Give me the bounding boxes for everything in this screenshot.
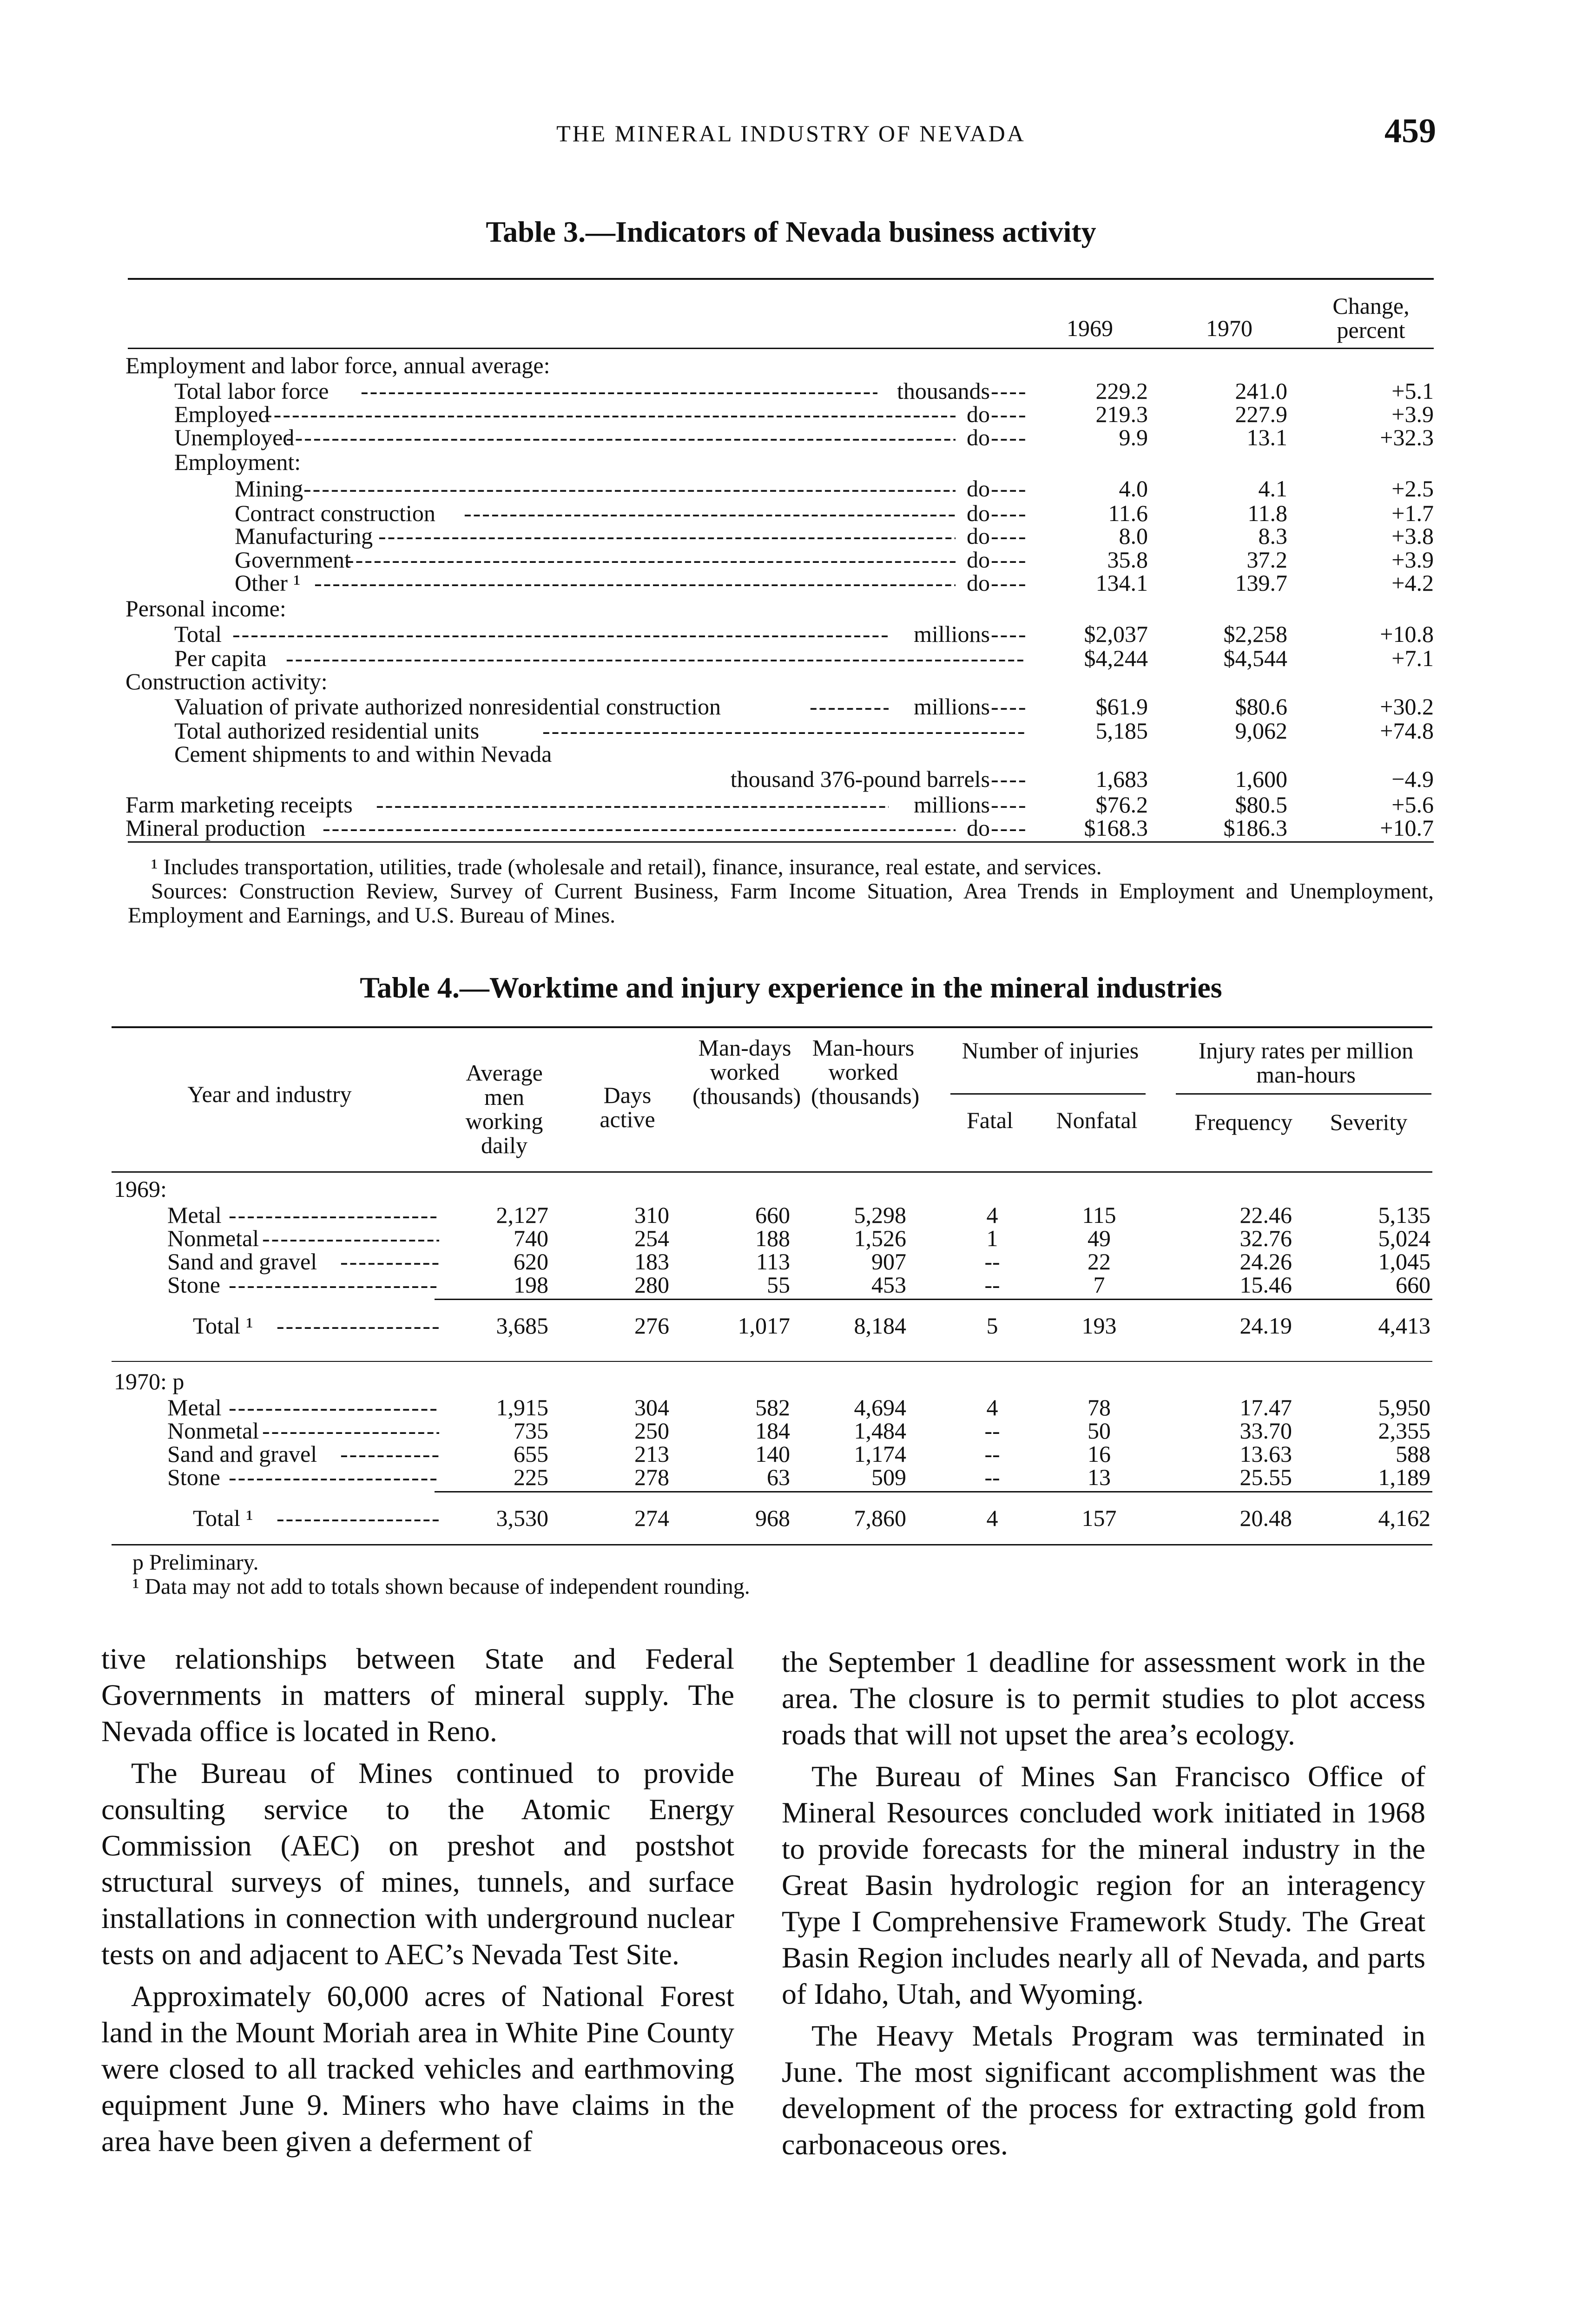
table4-cell: 620 bbox=[514, 1248, 548, 1274]
table3-row-unit: thousand 376-pound barrels bbox=[730, 766, 990, 792]
table3-cell-1969: 229.2 bbox=[1095, 378, 1148, 404]
table4-total-cell: 4 bbox=[986, 1505, 998, 1531]
table3-cell-change: +3.9 bbox=[1391, 547, 1434, 573]
table4-row-leader bbox=[229, 1465, 439, 1489]
table3-row-unit: do bbox=[967, 523, 990, 549]
table3-row-label: Valuation of private authorized nonresidential construction bbox=[174, 693, 721, 720]
table4-cell: 33.70 bbox=[1239, 1418, 1292, 1444]
table3-row-label: Total bbox=[174, 621, 222, 647]
body-paragraph: The Bureau of Mines continued to provide consulting service to the Atomic Energy Commission (AEC) on preshot and postshot structural surveys of mines, tunnels, and surface installations in connection with underground nuclear tests on and adjacent to AEC’s Nevada Test Site. bbox=[101, 1756, 734, 1971]
table4-row-leader bbox=[277, 1506, 439, 1530]
table4-total-cell: 276 bbox=[634, 1313, 669, 1339]
table4-total-cell: 3,685 bbox=[496, 1313, 548, 1339]
table4-year-label: 1970: p bbox=[114, 1368, 185, 1394]
table3-row-unit: do bbox=[967, 475, 990, 502]
table4-industry-label: Sand and gravel bbox=[167, 1248, 317, 1274]
table4-cell: 1,189 bbox=[1378, 1464, 1430, 1490]
table3-row-leader bbox=[991, 792, 1026, 817]
table3-row-leader bbox=[991, 548, 1026, 572]
table3-row-leader bbox=[464, 501, 956, 525]
table4-cell: 22.46 bbox=[1239, 1202, 1292, 1228]
table3-cell-change: +32.3 bbox=[1380, 424, 1434, 450]
table4-head-man-hours: Man-hours worked (thousands) bbox=[811, 1035, 920, 1109]
table4-cell: 1,484 bbox=[854, 1418, 906, 1444]
table4-cell: 582 bbox=[755, 1394, 790, 1420]
table3-cell-1969: $2,037 bbox=[1084, 621, 1148, 647]
table3-row-label: Construction activity: bbox=[125, 668, 328, 694]
table4-industry-label: Nonmetal bbox=[167, 1225, 259, 1251]
table4-cell: 113 bbox=[756, 1248, 790, 1274]
table3-row-leader bbox=[991, 816, 1026, 840]
table4-cell: 735 bbox=[514, 1418, 548, 1444]
table3-row-leader bbox=[286, 646, 1026, 670]
table4-row-leader bbox=[340, 1442, 439, 1466]
table4-industry-label: Metal bbox=[167, 1202, 222, 1228]
table4-cell: 5,950 bbox=[1378, 1394, 1430, 1420]
table4-row-leader bbox=[229, 1203, 439, 1227]
table4-bottom-rule bbox=[112, 1544, 1432, 1545]
table4-total-cell: 8,184 bbox=[854, 1313, 906, 1339]
body-paragraph: tive relationships between State and Federal Governments in matters of mineral supply. The Nevada office is located in Reno. bbox=[101, 1642, 734, 1748]
table3-cell-1969: $4,244 bbox=[1084, 645, 1148, 671]
table4-cell: -- bbox=[984, 1418, 1000, 1444]
table3-footnote: ¹ Includes transportation, utilities, trade (wholesale and retail), finance, insurance, real estate, and services. bbox=[151, 855, 1102, 879]
table3-row-leader bbox=[346, 548, 956, 572]
table4-total-cell: 193 bbox=[1081, 1313, 1117, 1339]
table4-cell: -- bbox=[984, 1248, 1000, 1274]
body-paragraph: Approximately 60,000 acres of National Forest land in the Mount Moriah area in White Pine County were closed to all tracked vehicles and earthmoving equipment June 9. Miners who have claims in the area have been given a deferment of bbox=[101, 1980, 734, 2158]
table4-total-cell: 7,860 bbox=[854, 1505, 906, 1531]
table3-cell-1969: 1,683 bbox=[1095, 766, 1148, 792]
table4-cell: 17.47 bbox=[1239, 1394, 1292, 1420]
table3-cell-change: +10.8 bbox=[1380, 621, 1434, 647]
table4-row-leader bbox=[229, 1395, 439, 1419]
table4-industry-label: Stone bbox=[167, 1464, 220, 1490]
table3-row-leader bbox=[286, 425, 956, 449]
table3-row-unit: do bbox=[967, 424, 990, 450]
table4-cell: -- bbox=[984, 1441, 1000, 1467]
table4-group-divider bbox=[112, 1361, 1432, 1362]
table3-row-leader bbox=[810, 694, 889, 719]
table3-col-1969: 1969 bbox=[1067, 315, 1113, 341]
table4-header-rule bbox=[112, 1171, 1432, 1173]
table4-head-injury-rates: Injury rates per million man-hours bbox=[1198, 1037, 1414, 1088]
table3-cell-1970: 227.9 bbox=[1235, 401, 1287, 427]
table4-cell: 16 bbox=[1088, 1441, 1111, 1467]
table3-row-label: Mining bbox=[235, 475, 303, 502]
table3-row-leader bbox=[991, 767, 1026, 791]
table3-row-label: Employment and labor force, annual average: bbox=[125, 352, 550, 378]
table4-head-frequency: Frequency bbox=[1194, 1109, 1293, 1135]
table3-row-unit: thousands bbox=[897, 378, 990, 404]
table3-row-leader bbox=[361, 379, 877, 403]
table4-industry-label: Stone bbox=[167, 1272, 220, 1298]
table3-cell-1970: 241.0 bbox=[1235, 378, 1287, 404]
table4-cell: 115 bbox=[1082, 1202, 1116, 1228]
table3-cell-1970: $4,544 bbox=[1223, 645, 1287, 671]
table4-cell: 78 bbox=[1088, 1394, 1111, 1420]
table4-cell: 5,135 bbox=[1378, 1202, 1430, 1228]
table3-cell-change: +3.9 bbox=[1391, 401, 1434, 427]
table4-cell: 213 bbox=[634, 1441, 669, 1467]
table3-row-leader bbox=[991, 425, 1026, 449]
table4-cell: 1 bbox=[986, 1225, 998, 1251]
table4-total-cell: 5 bbox=[986, 1313, 998, 1339]
table3-cell-change: +10.7 bbox=[1380, 815, 1434, 841]
table4-row-leader bbox=[229, 1273, 439, 1297]
table4-total-cell: 24.19 bbox=[1239, 1313, 1292, 1339]
table4-caption: Table 4.—Worktime and injury experience in the mineral industries bbox=[360, 971, 1222, 1004]
table3-row-leader bbox=[991, 402, 1026, 426]
table4-cell: -- bbox=[984, 1272, 1000, 1298]
table4-total-cell: 274 bbox=[634, 1505, 669, 1531]
table3-row-label: Employment: bbox=[174, 449, 301, 475]
table3-cell-1970: $80.6 bbox=[1235, 693, 1287, 720]
table4-cell: 4 bbox=[986, 1394, 998, 1420]
table4-year-label: 1969: bbox=[114, 1176, 167, 1202]
table4-cell: 2,127 bbox=[496, 1202, 548, 1228]
table4-cell: 2,355 bbox=[1378, 1418, 1430, 1444]
table4-cell: 740 bbox=[514, 1225, 548, 1251]
table3-caption: Table 3.—Indicators of Nevada business activity bbox=[486, 215, 1096, 248]
table4-cell: 1,526 bbox=[854, 1225, 906, 1251]
table4-cell: 225 bbox=[514, 1464, 548, 1490]
table3-row-unit: millions bbox=[914, 621, 990, 647]
table4-cell: 24.26 bbox=[1239, 1248, 1292, 1274]
table3-cell-1969: 5,185 bbox=[1095, 718, 1148, 744]
table3-cell-1969: 9.9 bbox=[1119, 424, 1148, 450]
table3-row-label: Farm marketing receipts bbox=[125, 792, 353, 818]
table4-rates-subrule bbox=[1176, 1093, 1431, 1095]
table3-cell-1969: $168.3 bbox=[1084, 815, 1148, 841]
table4-row-leader bbox=[262, 1419, 439, 1443]
table4-head-nonfatal: Nonfatal bbox=[1056, 1107, 1138, 1133]
table4-cell: 4,694 bbox=[854, 1394, 906, 1420]
body-paragraph: the September 1 deadline for assessment work in the area. The closure is to permit studies to plot access roads that will not upset the area’s ecology. bbox=[782, 1645, 1425, 1751]
table3-cell-change: −4.9 bbox=[1391, 766, 1434, 792]
table4-top-rule bbox=[112, 1026, 1432, 1028]
table4-total-cell: 968 bbox=[755, 1505, 790, 1531]
table3-cell-1969: $76.2 bbox=[1095, 792, 1148, 818]
table3-bottom-rule bbox=[128, 841, 1434, 843]
table4-cell: 22 bbox=[1088, 1248, 1111, 1274]
table4-cell: 310 bbox=[634, 1202, 669, 1228]
table3-row-leader bbox=[378, 524, 956, 548]
table3-row-leader bbox=[323, 816, 956, 840]
table3-cell-1970: 13.1 bbox=[1246, 424, 1287, 450]
running-head: THE MINERAL INDUSTRY OF NEVADA bbox=[556, 120, 1026, 146]
table3-cell-change: +5.6 bbox=[1391, 792, 1434, 818]
table4-total-cell: 3,530 bbox=[496, 1505, 548, 1531]
table3-cell-1969: 134.1 bbox=[1095, 570, 1148, 596]
table4-cell: 660 bbox=[755, 1202, 790, 1228]
table3-cell-1969: 8.0 bbox=[1119, 523, 1148, 549]
table3-row-label: Total authorized residential units bbox=[174, 718, 480, 744]
table4-cell: 13 bbox=[1088, 1464, 1111, 1490]
table3-cell-1970: 11.8 bbox=[1247, 500, 1287, 526]
table4-cell: 655 bbox=[514, 1441, 548, 1467]
table4-cell: 278 bbox=[634, 1464, 669, 1490]
table4-cell: 280 bbox=[634, 1272, 669, 1298]
table4-cell: 509 bbox=[871, 1464, 906, 1490]
table4-cell: 183 bbox=[634, 1248, 669, 1274]
table3-row-label: Contract construction bbox=[235, 500, 435, 526]
table3-row-label: Other ¹ bbox=[235, 570, 301, 596]
table4-cell: 198 bbox=[514, 1272, 548, 1298]
table3-top-rule bbox=[128, 278, 1434, 280]
table3-cell-1970: 9,062 bbox=[1235, 718, 1287, 744]
table4-industry-label: Metal bbox=[167, 1394, 222, 1420]
page-number: 459 bbox=[1384, 112, 1436, 150]
table3-row-label: Unemployed bbox=[174, 424, 295, 450]
table3-row-unit: do bbox=[967, 815, 990, 841]
table4-cell: 15.46 bbox=[1239, 1272, 1292, 1298]
table4-head-fatal: Fatal bbox=[967, 1107, 1013, 1133]
table4-cell: 907 bbox=[871, 1248, 906, 1274]
table4-head-avg-men: Average men working daily bbox=[465, 1060, 543, 1158]
table3-row-label: Total labor force bbox=[174, 378, 329, 404]
table4-footnote-rounding: ¹ Data may not add to totals shown because of independent rounding. bbox=[132, 1574, 750, 1599]
table4-footnote-preliminary: p Preliminary. bbox=[132, 1550, 259, 1575]
table3-row-label: Cement shipments to and within Nevada bbox=[174, 741, 552, 767]
table4-industry-label: Sand and gravel bbox=[167, 1441, 317, 1467]
table3-row-leader bbox=[991, 571, 1026, 595]
table3-cell-change: +74.8 bbox=[1380, 718, 1434, 744]
table4-row-leader bbox=[340, 1249, 439, 1274]
table4-cell: 188 bbox=[755, 1225, 790, 1251]
table3-row-leader bbox=[376, 792, 889, 817]
table3-sources: Sources: Construction Review, Survey of Current Business, Farm Income Situation, Area Trends in Employment and Unemployment, Employment and Earnings, and U.S. Bureau of Mines. bbox=[128, 879, 1434, 928]
table3-col-1970: 1970 bbox=[1206, 315, 1252, 341]
table3-row-leader bbox=[991, 501, 1026, 525]
table3-cell-1970: 37.2 bbox=[1246, 547, 1287, 573]
table4-head-days-active: Days active bbox=[600, 1082, 655, 1132]
table3-cell-1970: 139.7 bbox=[1235, 570, 1287, 596]
table4-cell: 660 bbox=[1396, 1272, 1430, 1298]
table3-row-leader bbox=[991, 476, 1026, 501]
table4-cell: 588 bbox=[1396, 1441, 1430, 1467]
table3-cell-1970: 4.1 bbox=[1258, 475, 1287, 502]
table3-row-leader bbox=[991, 379, 1026, 403]
table3-row-label: Mineral production bbox=[125, 815, 306, 841]
table3-row-label: Per capita bbox=[174, 645, 267, 671]
table4-cell: 4 bbox=[986, 1202, 998, 1228]
table4-total-cell: 1,017 bbox=[738, 1313, 790, 1339]
table4-row-leader bbox=[277, 1314, 439, 1338]
table3-row-label: Employed bbox=[174, 401, 270, 427]
table3-row-unit: do bbox=[967, 500, 990, 526]
table3-row-label: Government bbox=[235, 547, 351, 573]
table4-cell: 140 bbox=[755, 1441, 790, 1467]
table4-head-year-industry: Year and industry bbox=[187, 1081, 352, 1107]
table3-row-leader bbox=[991, 694, 1026, 719]
table3-row-unit: millions bbox=[914, 792, 990, 818]
table4-cell: 5,024 bbox=[1378, 1225, 1430, 1251]
table3-row-unit: millions bbox=[914, 693, 990, 720]
table4-total-label: Total ¹ bbox=[193, 1313, 253, 1339]
table3-cell-1969: 4.0 bbox=[1119, 475, 1148, 502]
table3-cell-change: +7.1 bbox=[1391, 645, 1434, 671]
table4-total-rule bbox=[435, 1491, 1432, 1492]
table4-total-cell: 4,413 bbox=[1378, 1313, 1430, 1339]
table3-cell-change: +1.7 bbox=[1391, 500, 1434, 526]
table3-row-label: Manufacturing bbox=[235, 523, 373, 549]
table4-row-leader bbox=[262, 1226, 439, 1250]
table3-row-unit: do bbox=[967, 401, 990, 427]
table4-cell: 50 bbox=[1088, 1418, 1111, 1444]
table3-cell-change: +2.5 bbox=[1391, 475, 1434, 502]
table3-cell-1969: 35.8 bbox=[1107, 547, 1148, 573]
table4-cell: 63 bbox=[767, 1464, 790, 1490]
table4-cell: 49 bbox=[1088, 1225, 1111, 1251]
table3-cell-1969: 11.6 bbox=[1108, 500, 1148, 526]
table3-row-unit: do bbox=[967, 547, 990, 573]
table4-cell: 7 bbox=[1093, 1272, 1105, 1298]
body-paragraph: The Heavy Metals Program was terminated in June. The most significant accomplishment was the development of the process for extracting gold from carbonaceous ores. bbox=[782, 2019, 1425, 2161]
table3-cell-1970: 1,600 bbox=[1235, 766, 1287, 792]
table4-cell: 250 bbox=[634, 1418, 669, 1444]
body-right-column bbox=[782, 1644, 1425, 2168]
table4-industry-label: Nonmetal bbox=[167, 1418, 259, 1444]
body-paragraph: The Bureau of Mines San Francisco Office of Mineral Resources concluded work initiated in 1968 to provide forecasts for the mineral industry in the Great Basin hydrologic region for an interagency Type I Comprehensive Framework Study. The Great Basin Region includes nearly all of Nevada, and parts of Idaho, Utah, and Wyoming. bbox=[782, 1760, 1425, 2010]
table3-cell-change: +3.8 bbox=[1391, 523, 1434, 549]
table4-total-cell: 4,162 bbox=[1378, 1505, 1430, 1531]
table4-cell: 25.55 bbox=[1239, 1464, 1292, 1490]
table3-row-leader bbox=[303, 476, 956, 501]
table4-cell: 32.76 bbox=[1239, 1225, 1292, 1251]
table3-header-rule bbox=[128, 348, 1434, 349]
table4-cell: 13.63 bbox=[1239, 1441, 1292, 1467]
table3-row-leader bbox=[991, 524, 1026, 548]
table3-row-label: Personal income: bbox=[125, 595, 286, 621]
table4-total-rule bbox=[435, 1299, 1432, 1300]
table4-total-cell: 157 bbox=[1081, 1505, 1117, 1531]
table4-total-label: Total ¹ bbox=[193, 1505, 253, 1531]
table3-cell-change: +4.2 bbox=[1391, 570, 1434, 596]
table4-total-cell: 20.48 bbox=[1239, 1505, 1292, 1531]
table3-row-unit: do bbox=[967, 570, 990, 596]
table4-cell: 55 bbox=[767, 1272, 790, 1298]
table4-head-num-injuries: Number of injuries bbox=[962, 1037, 1139, 1063]
table3-cell-1970: $186.3 bbox=[1223, 815, 1287, 841]
table4-cell: 304 bbox=[634, 1394, 669, 1420]
table4-cell: 1,915 bbox=[496, 1394, 548, 1420]
table3-cell-1970: $80.5 bbox=[1235, 792, 1287, 818]
table3-cell-1969: 219.3 bbox=[1095, 401, 1148, 427]
table4-cell: 254 bbox=[634, 1225, 669, 1251]
table4-cell: 453 bbox=[871, 1272, 906, 1298]
table3-row-leader bbox=[314, 571, 956, 595]
table4-cell: -- bbox=[984, 1464, 1000, 1490]
body-left-column bbox=[101, 1641, 734, 2165]
table4-injuries-subrule bbox=[950, 1093, 1146, 1095]
table4-head-severity: Severity bbox=[1330, 1109, 1408, 1135]
table3-row-leader bbox=[232, 622, 889, 646]
table3-cell-change: +30.2 bbox=[1380, 693, 1434, 720]
table4-cell: 1,045 bbox=[1378, 1248, 1430, 1274]
table3-row-leader bbox=[991, 622, 1026, 646]
table4-cell: 1,174 bbox=[854, 1441, 906, 1467]
table3-row-leader bbox=[264, 402, 956, 426]
table3-cell-change: +5.1 bbox=[1391, 378, 1434, 404]
table3-cell-1970: $2,258 bbox=[1223, 621, 1287, 647]
table3-col-change: Change, percent bbox=[1332, 293, 1410, 343]
table4-cell: 184 bbox=[755, 1418, 790, 1444]
table4-cell: 5,298 bbox=[854, 1202, 906, 1228]
table4-head-man-days: Man-days worked (thousands) bbox=[692, 1035, 801, 1109]
table3-row-leader bbox=[542, 719, 1026, 743]
table3-cell-1969: $61.9 bbox=[1095, 693, 1148, 720]
table3-cell-1970: 8.3 bbox=[1258, 523, 1287, 549]
